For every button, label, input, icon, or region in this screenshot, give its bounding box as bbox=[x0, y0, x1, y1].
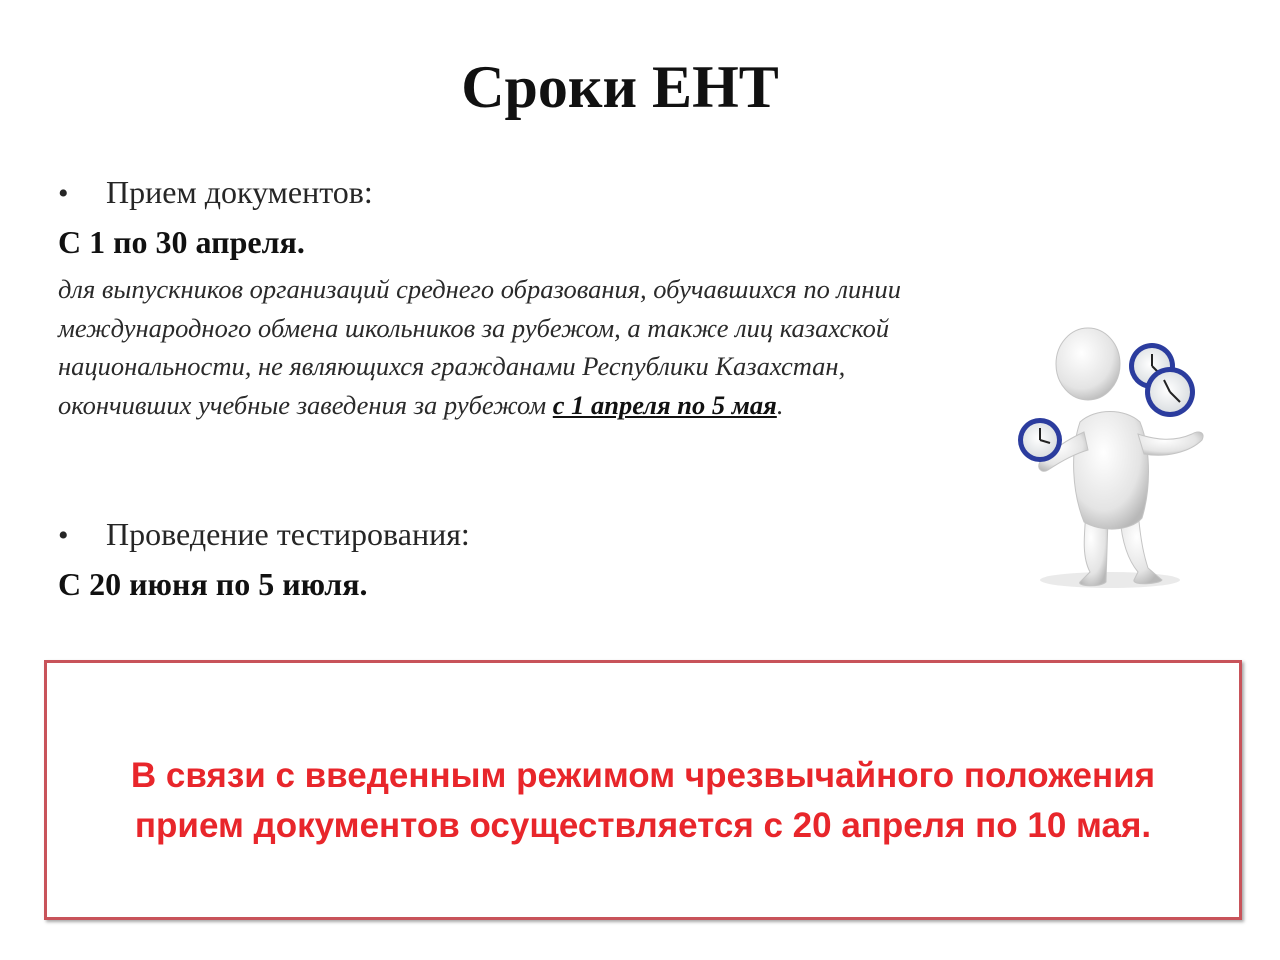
bullet-item-documents bbox=[58, 172, 373, 214]
bullet-icon: • bbox=[58, 177, 69, 210]
state-of-emergency-notice bbox=[44, 660, 1242, 920]
person-juggling-clocks-icon bbox=[1010, 322, 1225, 592]
note-end: . bbox=[776, 389, 784, 420]
bullet-item-testing bbox=[58, 514, 470, 556]
documents-note bbox=[58, 270, 978, 424]
notice-line-1: В связи с введенным режимом чрезвычайного положения bbox=[130, 756, 1156, 795]
testing-dates: С 20 июня по 5 июля. bbox=[58, 566, 368, 602]
documents-dates: С 1 по 30 апреля. bbox=[58, 224, 305, 260]
notice-line-2: прием документов осуществляется с 20 апреля по 10 мая. bbox=[134, 806, 1152, 845]
note-highlight-dates: с 1 апреля по 5 мая bbox=[552, 389, 777, 420]
page-title: Сроки ЕНТ bbox=[461, 54, 779, 120]
documents-heading: Прием документов: bbox=[106, 174, 373, 210]
note-text: для выпускников организаций среднего образования, обучавшихся по линии международного обмена школьников за рубежом, а также лиц казахской национальности, не являющихся гражданами Республики Казахстан, окончивших учебные заведения за рубежом bbox=[58, 274, 901, 420]
notice-text bbox=[47, 751, 1239, 851]
testing-heading: Проведение тестирования: bbox=[106, 516, 470, 552]
bullet-icon: • bbox=[58, 519, 69, 552]
